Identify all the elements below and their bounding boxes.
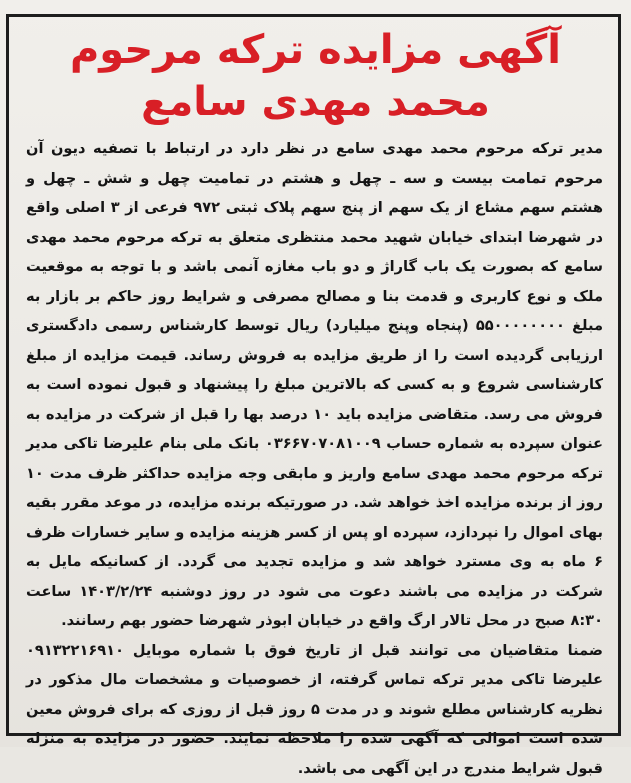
notice-paragraph-2: ضمنا متقاضیان می توانند قبل از تاریخ فوق با شماره موبایل ۰۹۱۳۲۲۱۶۹۱۰ علیرضا تاکی مدیر ترکه تماس گرفته، از خصوصیات و مشخصات مال مذکور در نظریه کارشناس مطلع شوند و در مدت ۵ روز قبل از روزی که برای فروش معین شده است اموالی که آگهی شده را ملاحظه نمایند. حضور در مزایده به منزله قبول شرایط مندرج در این آگهی می باشد. — [26, 636, 603, 783]
notice-title-line1: آگهی مزایده ترکه مرحوم — [8, 26, 623, 74]
notice-title-line2: محمد مهدی سامع — [8, 78, 623, 126]
notice-body — [26, 134, 603, 726]
notice-paragraph-1: مدیر ترکه مرحوم محمد مهدی سامع در نظر دارد در ارتباط با تصفیه دیون آن مرحوم تمامت بیست و سه ـ چهل و هشتم در تمامیت چهل و شش ـ چهل و هشتم سهم مشاع از یک سهم از پنج سهم پلاک ثبتی ۹۷۲ فرعی از ۳ اصلی واقع در شهرضا ابتدای خیابان شهید محمد منتظری متعلق به ترکه مرحوم محمد مهدی سامع که بصورت یک باب گاراژ و دو باب مغازه آنمی باشد و با توجه به موقعیت ملک و نوع کاربری و قدمت بنا و مصالح مصرفی و شرایط روز حاکم بر بازار به مبلغ ۵۵۰۰۰۰۰۰۰۰ (پنجاه وپنج میلیارد) ریال توسط کارشناس رسمی دادگستری ارزیابی گردیده است را از طریق مزایده به فروش رساند. قیمت مزایده از مبلغ کارشناسی شروع و به کسی که بالاترین مبلغ را پیشنهاد و قبول نموده است به فروش می رسد. متقاضی مزایده باید ۱۰ درصد بها را قبل از شرکت در مزایده به عنوان سپرده به شماره حساب ۰۳۶۶۷۰۷۰۸۱۰۰۹ بانک ملی بنام علیرضا تاکی مدیر ترکه مرحوم محمد مهدی سامع واریز و مابقی وجه مزایده حداکثر ظرف مدت ۱۰ روز از برنده مزایده اخذ خواهد شد. در صورتیکه برنده مزایده، در موعد مقرر بقیه بهای اموال را نپردازد، سپرده او پس از کسر هزینه مزایده و سایر خسارات ظرف ۶ ماه به وی مسترد خواهد شد و مزایده تجدید می گردد. از کسانیکه مایل به شرکت در مزایده می باشند دعوت می شود در روز دوشنبه ۱۴۰۳/۲/۲۴ ساعت ۸:۳۰ صبح در محل تالار ارگ واقع در خیابان ابوذر شهرضا حضور بهم رسانند. — [26, 134, 603, 636]
